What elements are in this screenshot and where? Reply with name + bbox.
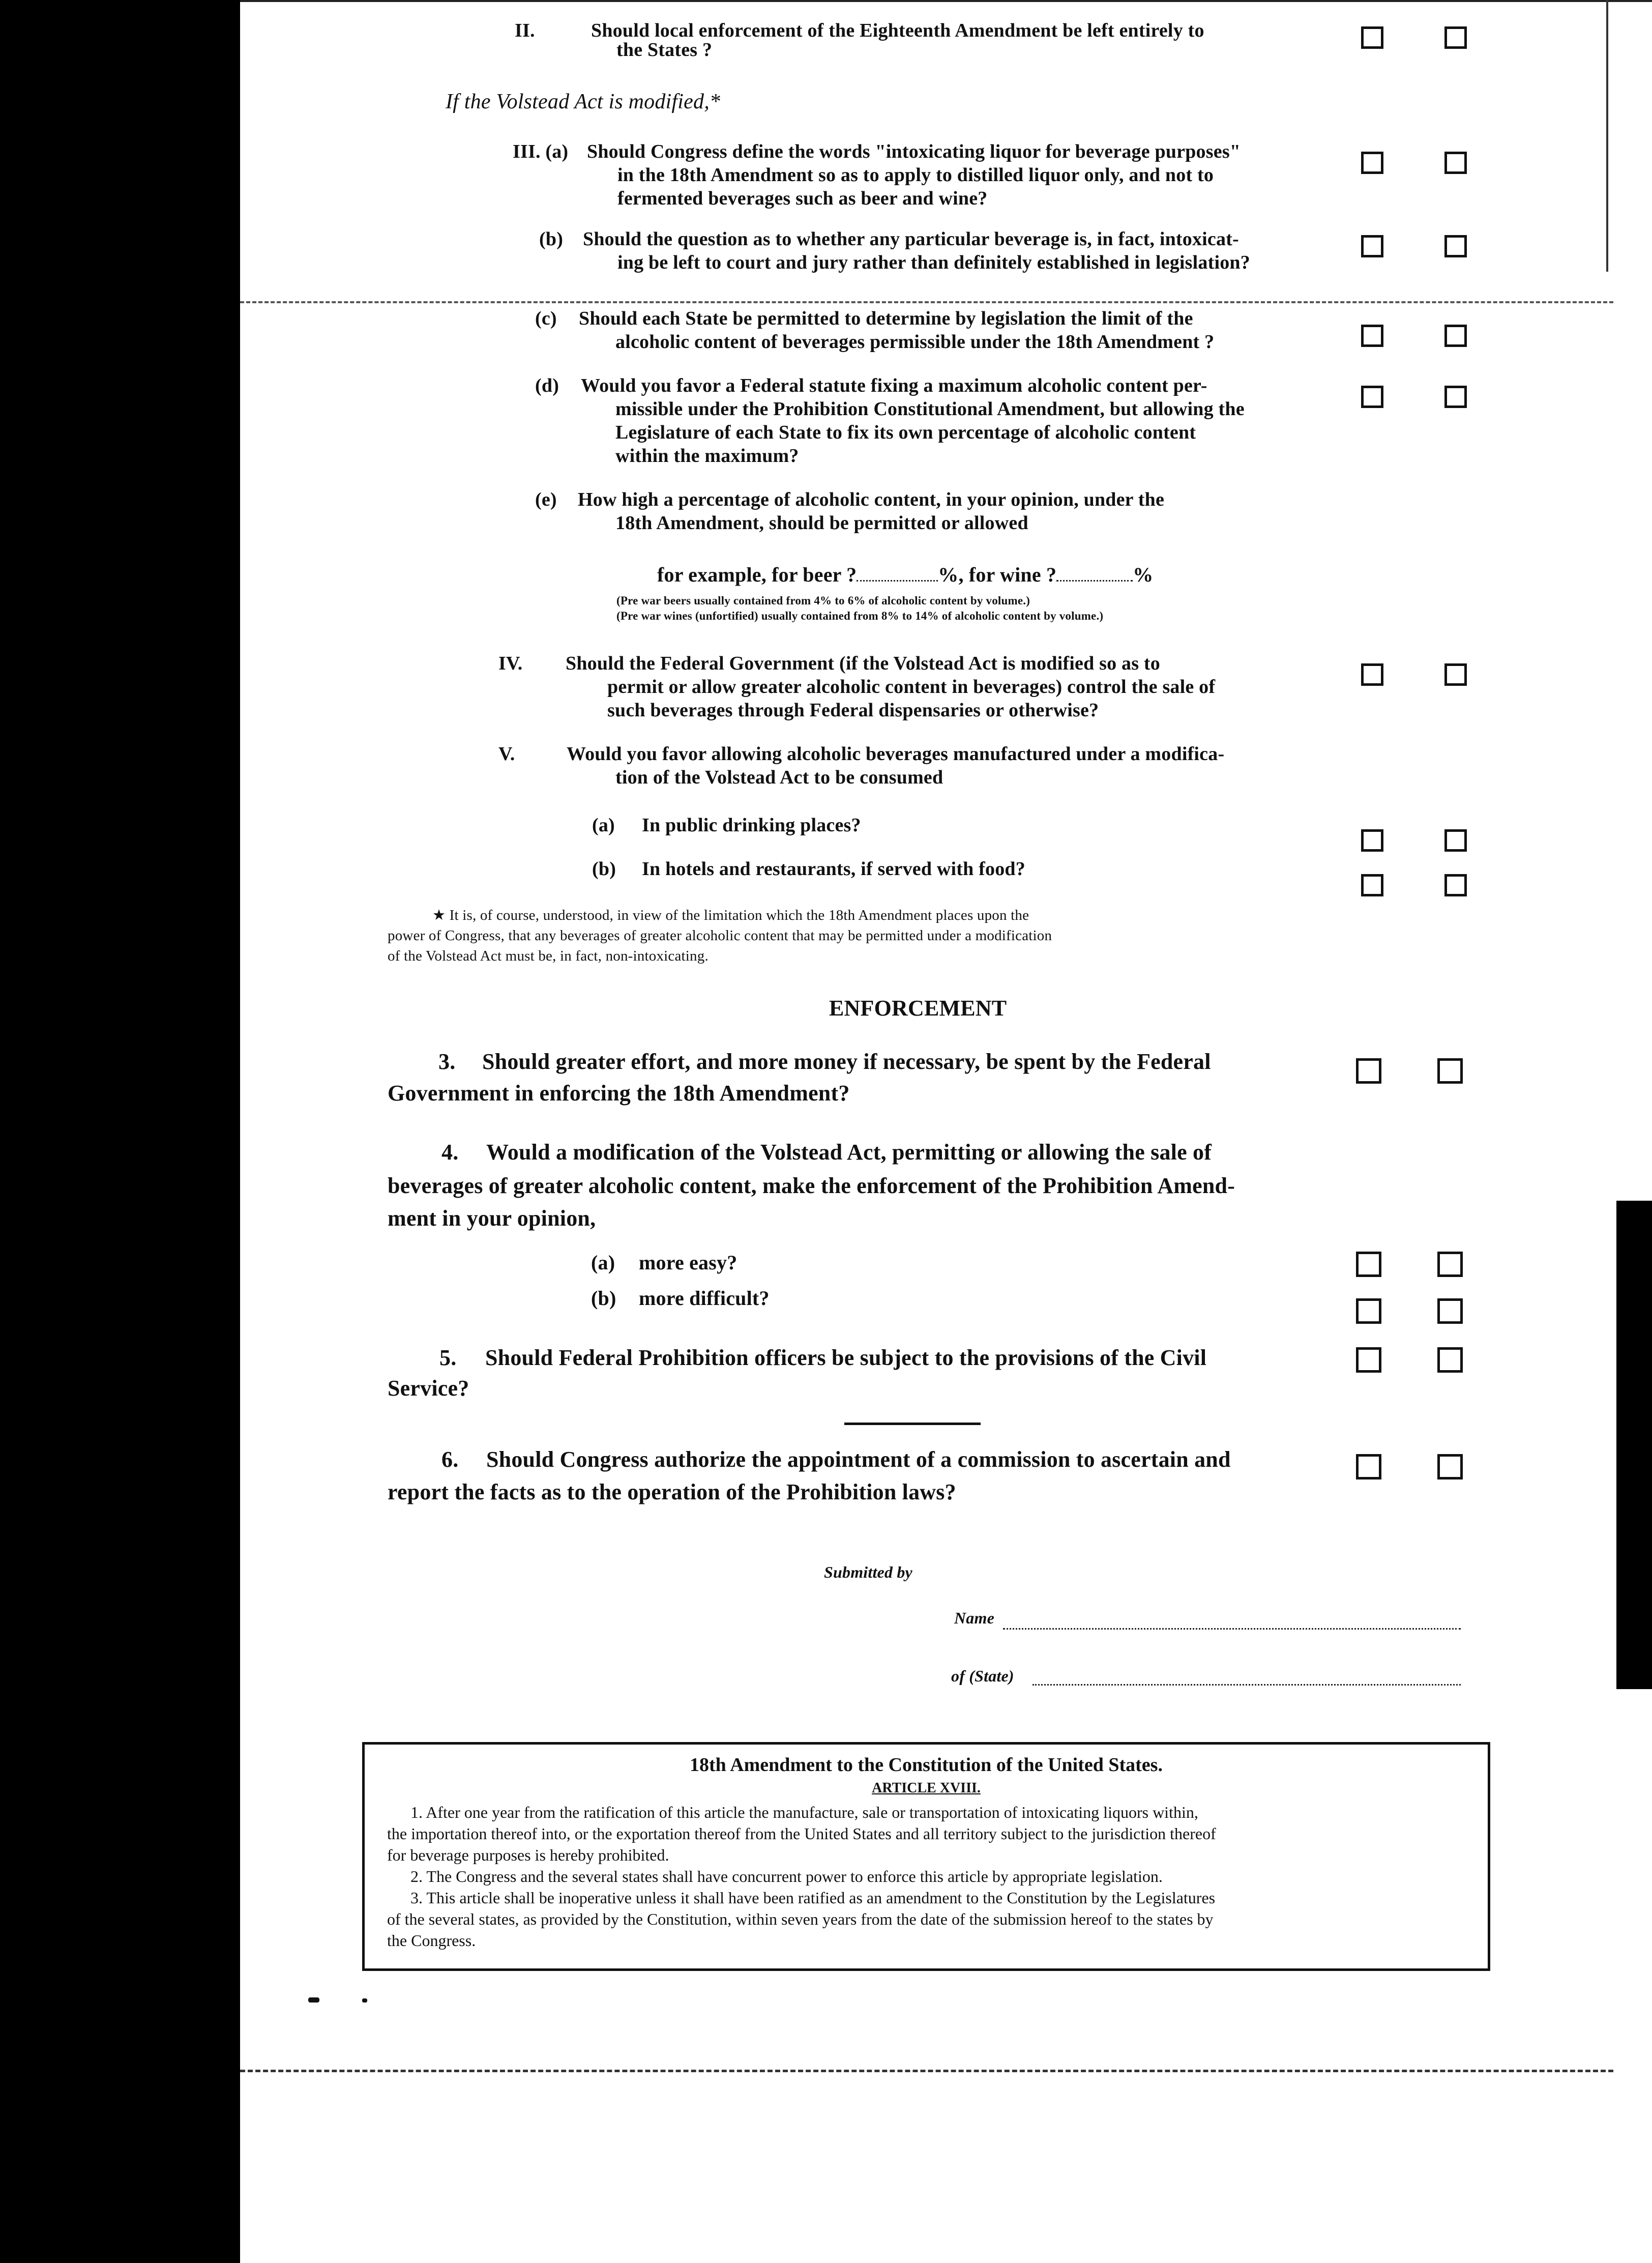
question-3a-number: III. (a) — [513, 141, 569, 162]
question-3e-number: (e) — [535, 489, 557, 510]
question-5a-number: (a) — [592, 815, 615, 836]
question-3c-yes-checkbox[interactable] — [1361, 325, 1383, 347]
question-3e-example — [657, 564, 1153, 586]
question-4-no-checkbox[interactable] — [1444, 663, 1467, 686]
question-3c-line2: alcoholic content of beverages permissible under the 18th Amendment ? — [615, 331, 1215, 353]
enforcement-5-line1: Should Federal Prohibition officers be subject to the provisions of the Civil — [485, 1345, 1207, 1370]
question-2-line2: the States ? — [616, 39, 713, 61]
question-3d-line4: within the maximum? — [615, 445, 799, 467]
question-3a-yes-checkbox[interactable] — [1361, 152, 1383, 174]
question-4-number: IV. — [498, 653, 523, 674]
question-3e-line2: 18th Amendment, should be permitted or allowed — [615, 512, 1028, 534]
question-3d-yes-checkbox[interactable] — [1361, 386, 1383, 408]
enforcement-4-line3: ment in your opinion, — [388, 1206, 596, 1231]
wine-label: , for wine ? — [958, 563, 1057, 586]
amendment-article: ARTICLE XVIII. — [872, 1780, 981, 1796]
question-5-line1: Would you favor allowing alcoholic beverages manufactured under a modifica- — [567, 743, 1225, 765]
question-5a-no-checkbox[interactable] — [1444, 829, 1467, 852]
question-3d-number: (d) — [535, 375, 559, 396]
enforcement-6-line2: report the facts as to the operation of the Prohibition laws? — [388, 1479, 956, 1504]
question-5b-yes-checkbox[interactable] — [1361, 874, 1383, 896]
section-divider — [844, 1423, 981, 1425]
question-3b-line1: Should the question as to whether any particular beverage is, in fact, intoxicat- — [583, 228, 1239, 250]
enforcement-4a-no-checkbox[interactable] — [1437, 1252, 1463, 1277]
scan-binding-line — [235, 0, 238, 2076]
enforcement-6-no-checkbox[interactable] — [1437, 1454, 1463, 1479]
name-label: Name — [954, 1609, 995, 1627]
submitted-by-label: Submitted by — [824, 1563, 912, 1581]
enforcement-3-line1: Should greater effort, and more money if necessary, be spent by the Federal — [482, 1049, 1211, 1074]
question-5b-number: (b) — [592, 858, 616, 880]
question-4-line1: Should the Federal Government (if the Volstead Act is modified so as to — [566, 653, 1160, 674]
footnote-line1: ★ It is, of course, understood, in view of the limitation which the 18th Amendment places upon the — [432, 907, 1029, 923]
question-2-yes-checkbox[interactable] — [1361, 26, 1383, 49]
enforcement-5-no-checkbox[interactable] — [1437, 1347, 1463, 1373]
enforcement-4a-yes-checkbox[interactable] — [1356, 1252, 1381, 1277]
state-field[interactable] — [1032, 1683, 1461, 1686]
question-4-line3: such beverages through Federal dispensaries or otherwise? — [607, 700, 1099, 721]
question-2-no-checkbox[interactable] — [1444, 26, 1467, 49]
question-3b-number: (b) — [539, 228, 564, 250]
question-3a-line1: Should Congress define the words "intoxicating liquor for beverage purposes" — [587, 141, 1241, 162]
question-3a-line3: fermented beverages such as beer and wine? — [617, 188, 988, 209]
enforcement-5-yes-checkbox[interactable] — [1356, 1347, 1381, 1373]
ink-mark — [308, 1997, 319, 2003]
volstead-heading: If the Volstead Act is modified,* — [446, 90, 721, 113]
state-label: of (State) — [951, 1667, 1014, 1685]
enforcement-4b-number: (b) — [591, 1287, 616, 1310]
question-5-line2: tion of the Volstead Act to be consumed — [615, 767, 943, 788]
amendment-section1-line2: the importation thereof into, or the exportation thereof from the United States and all territory subject to the jurisdiction thereof — [387, 1824, 1216, 1843]
beer-label: for example, for beer ? — [657, 563, 857, 586]
question-4-yes-checkbox[interactable] — [1361, 663, 1383, 686]
beer-percent-sign: % — [938, 563, 959, 586]
scan-border-left — [0, 0, 240, 2263]
question-2-number: II. — [515, 20, 535, 41]
enforcement-5-number: 5. — [439, 1345, 457, 1370]
question-3d-line2: missible under the Prohibition Constitutional Amendment, but allowing the — [615, 398, 1245, 420]
question-3d-line3: Legislature of each State to fix its own percentage of alcoholic content — [615, 422, 1196, 443]
enforcement-4b-yes-checkbox[interactable] — [1356, 1298, 1381, 1324]
question-3a-no-checkbox[interactable] — [1444, 152, 1467, 174]
enforcement-4-line2: beverages of greater alcoholic content, make the enforcement of the Prohibition Amend- — [388, 1173, 1235, 1198]
beer-percent-field[interactable] — [857, 567, 938, 582]
paper-fold-line — [240, 301, 1613, 303]
enforcement-3-yes-checkbox[interactable] — [1356, 1058, 1381, 1084]
question-2-line1: Should local enforcement of the Eighteenth Amendment be left entirely to — [591, 20, 1204, 41]
enforcement-4a-number: (a) — [591, 1251, 615, 1274]
question-3d-line1: Would you favor a Federal statute fixing a maximum alcoholic content per- — [581, 375, 1207, 396]
question-5-number: V. — [498, 743, 515, 765]
question-5b-text: In hotels and restaurants, if served with food? — [642, 858, 1025, 880]
ink-mark — [362, 1998, 367, 2003]
amendment-section2: 2. The Congress and the several states shall have concurrent power to enforce this article by appropriate legislation. — [410, 1867, 1163, 1885]
question-3e-note-beer: (Pre war beers usually contained from 4% to 6% of alcoholic content by volume.) — [616, 594, 1030, 607]
amendment-section3-line1: 3. This article shall be inoperative unless it shall have been ratified as an amendment to the Constitution by the Legislatures — [410, 1889, 1216, 1907]
question-3a-line2: in the 18th Amendment so as to apply to distilled liquor only, and not to — [617, 164, 1214, 186]
question-3b-yes-checkbox[interactable] — [1361, 235, 1383, 257]
amendment-section1-line3: for beverage purposes is hereby prohibited. — [387, 1846, 669, 1864]
amendment-title: 18th Amendment to the Constitution of the United States. — [690, 1754, 1163, 1776]
amendment-box — [362, 1742, 1490, 1971]
scan-border-right — [1616, 1201, 1652, 1689]
question-3b-line2: ing be left to court and jury rather than definitely established in legislation? — [617, 252, 1250, 273]
enforcement-3-number: 3. — [438, 1049, 456, 1074]
enforcement-6-line1: Should Congress authorize the appointment of a commission to ascertain and — [486, 1447, 1231, 1472]
scan-page-edge — [1606, 0, 1608, 272]
amendment-section3-line3: the Congress. — [387, 1931, 476, 1950]
question-3e-line1: How high a percentage of alcoholic content, in your opinion, under the — [578, 489, 1165, 510]
scan-top-rule — [240, 0, 1652, 2]
footnote-line3: of the Volstead Act must be, in fact, non-intoxicating. — [388, 948, 709, 964]
name-field[interactable] — [1003, 1627, 1461, 1630]
footnote-line2: power of Congress, that any beverages of greater alcoholic content that may be permitted under a modification — [388, 927, 1052, 944]
enforcement-6-number: 6. — [441, 1447, 459, 1472]
amendment-section3-line2: of the several states, as provided by the Constitution, within seven years from the date of the submission hereof to the states by — [387, 1910, 1214, 1928]
enforcement-4b-text: more difficult? — [639, 1287, 770, 1310]
question-3e-note-wine: (Pre war wines (unfortified) usually contained from 8% to 14% of alcoholic content by volume.) — [616, 610, 1104, 622]
enforcement-3-no-checkbox[interactable] — [1437, 1058, 1463, 1084]
enforcement-5-line2: Service? — [388, 1376, 469, 1401]
question-3d-no-checkbox[interactable] — [1444, 386, 1467, 408]
enforcement-heading: ENFORCEMENT — [829, 996, 1007, 1021]
question-5b-no-checkbox[interactable] — [1444, 874, 1467, 896]
enforcement-4a-text: more easy? — [639, 1251, 738, 1274]
question-5a-text: In public drinking places? — [642, 815, 861, 836]
enforcement-4-number: 4. — [441, 1140, 459, 1165]
enforcement-6-yes-checkbox[interactable] — [1356, 1454, 1381, 1479]
question-3b-no-checkbox[interactable] — [1444, 235, 1467, 257]
wine-percent-sign: % — [1133, 563, 1154, 586]
question-3c-no-checkbox[interactable] — [1444, 325, 1467, 347]
question-5a-yes-checkbox[interactable] — [1361, 829, 1383, 852]
question-3c-line1: Should each State be permitted to determine by legislation the limit of the — [579, 308, 1193, 329]
wine-percent-field[interactable] — [1056, 567, 1133, 582]
amendment-section1-line1: 1. After one year from the ratification of this article the manufacture, sale or transportation of intoxicating liquors within, — [410, 1803, 1198, 1821]
paper-bottom-edge — [240, 2070, 1613, 2072]
question-4-line2: permit or allow greater alcoholic content in beverages) control the sale of — [607, 676, 1216, 698]
enforcement-3-line2: Government in enforcing the 18th Amendment? — [388, 1081, 850, 1106]
enforcement-4b-no-checkbox[interactable] — [1437, 1298, 1463, 1324]
enforcement-4-line1: Would a modification of the Volstead Act, permitting or allowing the sale of — [486, 1140, 1212, 1165]
question-3c-number: (c) — [535, 308, 557, 329]
